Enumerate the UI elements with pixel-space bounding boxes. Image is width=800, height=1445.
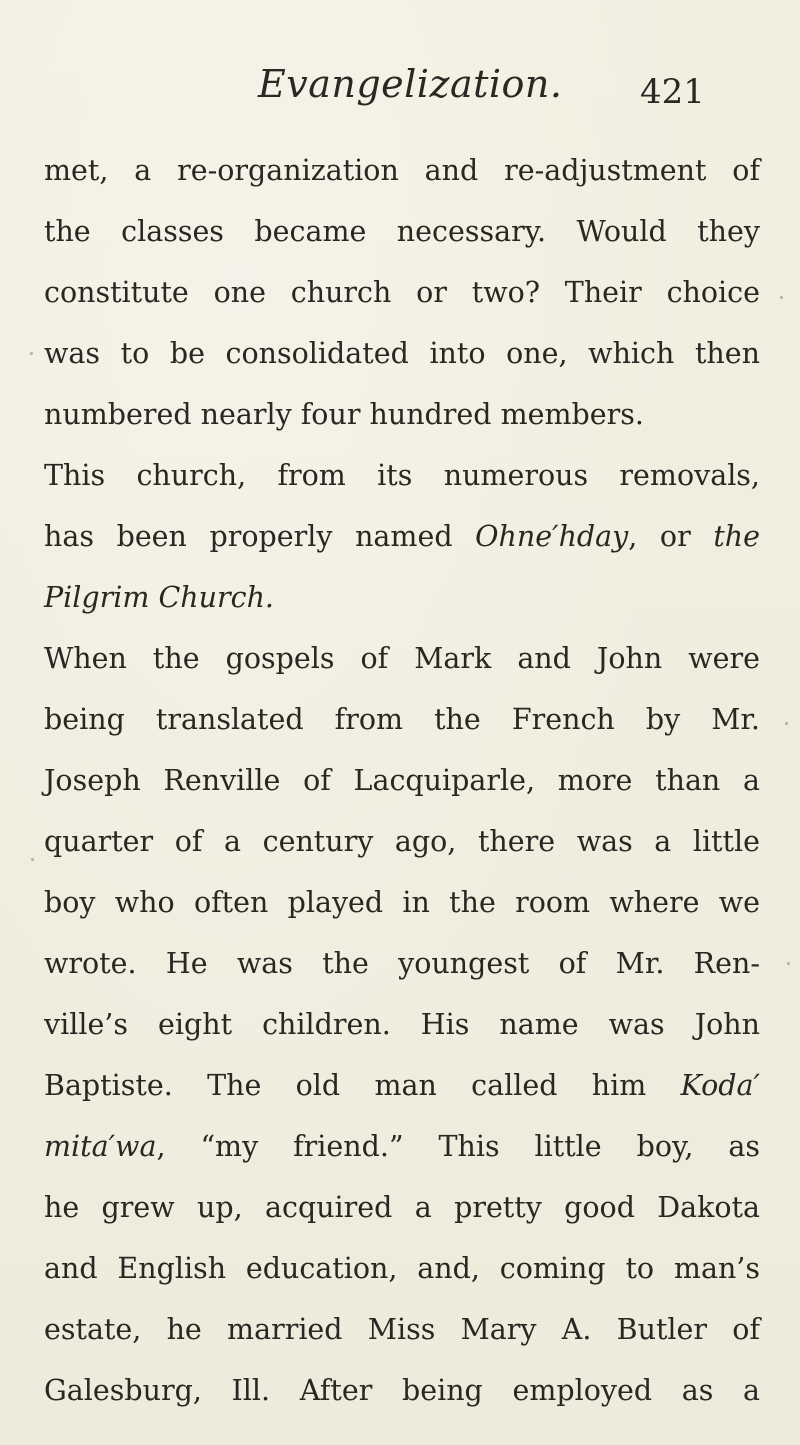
text-line: met, a re-organization and re-adjustment of <box>44 154 760 187</box>
text-line: the classes became necessary. Would they <box>44 215 760 248</box>
text-line: When the gospels of Mark and John were <box>44 642 760 675</box>
page-number: 421 <box>640 72 705 112</box>
text-line <box>44 506 760 567</box>
text-line <box>44 1116 760 1177</box>
dakota-phrase: mita′wa <box>44 1130 157 1163</box>
text-line: Joseph Renville of Lacquiparle, more than a <box>44 764 760 797</box>
dakota-phrase: Koda′ <box>680 1069 760 1102</box>
body-text <box>44 140 760 1421</box>
text-line: estate, he married Miss Mary A. Butler of <box>44 1313 760 1346</box>
text-line: being translated from the French by Mr. <box>44 703 760 736</box>
running-title: Evangelization. <box>258 62 563 106</box>
dakota-church-name: Ohne′hday <box>475 520 629 553</box>
running-head <box>0 48 800 112</box>
paper-speck <box>785 722 788 725</box>
text-line: numbered nearly four hundred members. <box>44 398 644 431</box>
text-line <box>44 567 760 628</box>
text-line: constitute one church or two? Their choice <box>44 276 760 309</box>
text-segment: , or <box>628 520 714 553</box>
text-line: This church, from its numerous removals, <box>44 459 760 492</box>
text-line: ville’s eight children. His name was John <box>44 1008 760 1041</box>
italic-text: the <box>713 520 760 553</box>
text-line: was to be consolidated into one, which then <box>44 337 760 370</box>
text-line: wrote. He was the youngest of Mr. Ren- <box>44 947 760 980</box>
text-line: and English education, and, coming to man’s <box>44 1252 760 1285</box>
text-line: he grew up, acquired a pretty good Dakota <box>44 1191 760 1224</box>
text-segment: Baptiste. The old man called him <box>44 1069 681 1102</box>
paper-speck <box>780 296 783 299</box>
text-segment: , “my friend.” This little boy, as <box>156 1130 760 1163</box>
text-line: quarter of a century ago, there was a little <box>44 825 760 858</box>
paper-speck <box>787 962 790 965</box>
text-line <box>44 1055 760 1116</box>
paper-speck <box>30 352 33 355</box>
text-segment: has been properly named <box>44 520 476 553</box>
text-line: boy who often played in the room where we <box>44 886 760 919</box>
paper-speck <box>31 858 34 861</box>
text-line: Galesburg, Ill. After being employed as a <box>44 1374 760 1407</box>
pilgrim-church-name: Pilgrim Church. <box>44 581 274 614</box>
